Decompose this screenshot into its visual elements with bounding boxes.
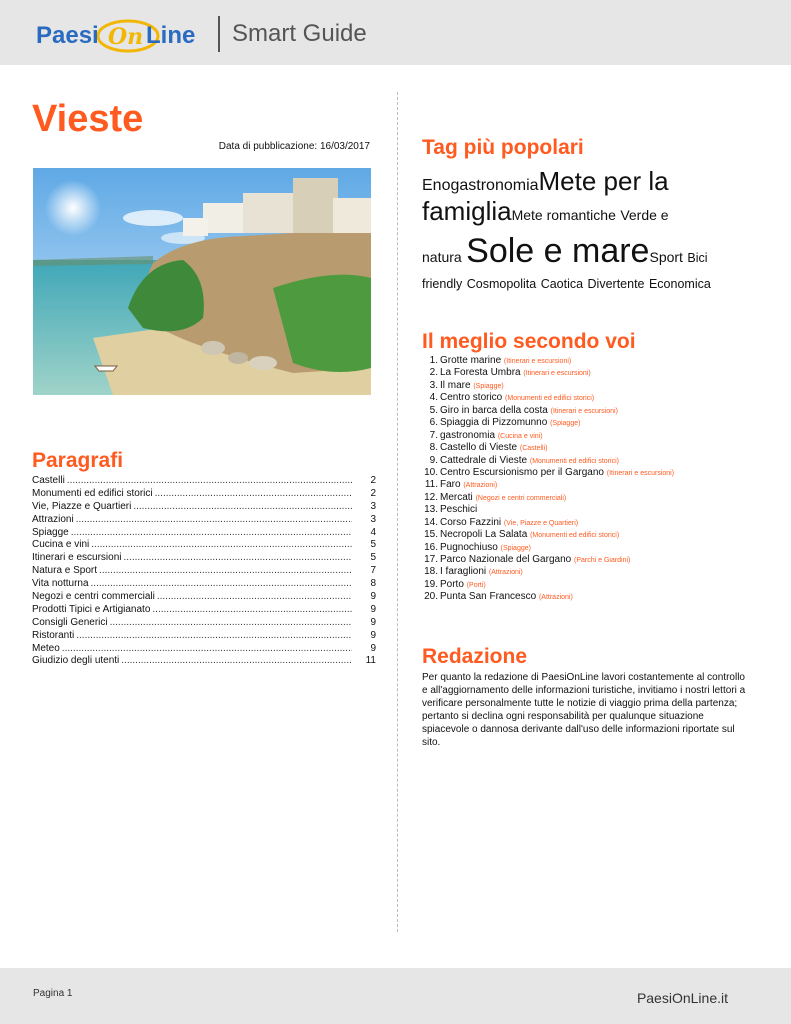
best-item-number: 19. <box>424 578 438 590</box>
best-list-item[interactable] <box>424 392 764 404</box>
toc-page-number: 11 <box>365 655 376 667</box>
best-item-category: (Monumenti ed edifici storici) <box>530 532 620 540</box>
best-item-category: (Negozi e centri commerciali) <box>475 494 567 502</box>
tag-natura[interactable]: natura <box>422 249 462 265</box>
toc-label: Giudizio degli utenti <box>32 655 120 667</box>
best-list-item[interactable] <box>424 579 764 591</box>
best-item-category: (Porti) <box>466 581 486 589</box>
best-list-item[interactable] <box>424 367 764 379</box>
page-header <box>0 0 791 65</box>
toc-page-number: 2 <box>370 487 376 499</box>
tag-famiglia[interactable]: famiglia <box>422 196 512 226</box>
toc-leader-dots <box>76 630 352 643</box>
toc-leader-dots <box>152 604 352 617</box>
toc-leader-dots <box>123 552 352 565</box>
tag-cosmopolita[interactable]: Cosmopolita <box>466 277 537 291</box>
toc-row[interactable] <box>32 643 376 656</box>
best-item-number: 15. <box>424 529 438 541</box>
toc-row[interactable] <box>32 591 376 604</box>
redazione-line: spiacevole o dannosa derivante dall'uso delle informazioni riportate sul <box>422 724 735 735</box>
svg-text:Line: Line <box>146 22 196 49</box>
best-item-name: Mercati <box>440 491 473 503</box>
best-item-category: (Monumenti ed edifici storici) <box>505 395 595 403</box>
column-divider <box>397 92 398 932</box>
toc-label: Itinerari e escursioni <box>32 552 122 564</box>
toc-label: Vie, Piazze e Quartieri <box>32 500 132 512</box>
toc-leader-dots <box>91 578 352 591</box>
best-list-item[interactable] <box>424 517 764 529</box>
toc-page-number: 5 <box>370 552 376 564</box>
toc-row[interactable] <box>32 630 376 643</box>
toc-page-number: 8 <box>370 578 376 590</box>
best-item-number: 5. <box>429 404 438 416</box>
best-item-category: (Attrazioni) <box>488 569 523 577</box>
best-item-number: 10. <box>424 466 438 478</box>
vieste-photo <box>33 168 371 395</box>
best-item-name: Centro storico <box>440 392 503 404</box>
best-item-number: 2. <box>429 367 438 379</box>
best-list-item[interactable] <box>424 492 764 504</box>
best-item-category: (Castelli) <box>519 445 548 453</box>
best-item-number: 7. <box>429 429 438 441</box>
toc-leader-dots <box>99 565 352 578</box>
toc-leader-dots <box>76 514 352 527</box>
best-item-category: (Monumenti ed edifici storici) <box>529 457 619 465</box>
tag-enogastronomia[interactable]: Enogastronomia <box>422 177 539 194</box>
best-item-number: 13. <box>424 504 438 516</box>
toc-row[interactable] <box>32 565 376 578</box>
toc-label: Castelli <box>32 475 65 486</box>
best-item-category: (Spiagge) <box>550 420 581 428</box>
toc-leader-dots <box>157 591 352 604</box>
toc-row[interactable] <box>32 514 376 527</box>
toc-leader-dots <box>133 501 352 514</box>
redazione-heading: Redazione <box>422 645 528 668</box>
best-list-item[interactable] <box>424 554 764 566</box>
best-item-category: (Parchi e Giardini) <box>573 557 631 564</box>
best-item-number: 14. <box>424 516 438 528</box>
toc-label: Vita notturna <box>32 578 89 590</box>
best-item-number: 8. <box>429 442 438 454</box>
toc-label: Natura e Sport <box>32 565 98 577</box>
svg-text:On: On <box>108 24 144 50</box>
best-item-name: gastronomia <box>440 429 496 441</box>
toc-leader-dots <box>62 643 352 656</box>
best-list-item[interactable] <box>424 405 764 417</box>
best-item-number: 12. <box>424 491 438 503</box>
paesionline-logo <box>36 14 206 54</box>
best-item-name: I faraglioni <box>440 566 487 578</box>
best-item-name: Cattedrale di Vieste <box>440 454 528 466</box>
toc-leader-dots <box>71 527 352 540</box>
header-title: Smart Guide <box>232 20 367 47</box>
toc-leader-dots <box>121 655 352 668</box>
best-list-item[interactable] <box>424 529 764 541</box>
best-list-item[interactable] <box>424 542 764 554</box>
toc-row[interactable] <box>32 539 376 552</box>
best-item-name: Parco Nazionale del Gargano <box>440 554 572 565</box>
best-item-category: (Itinerari e escursioni) <box>503 358 572 365</box>
toc-row[interactable] <box>32 578 376 591</box>
best-item-name: La Foresta Umbra <box>440 367 521 379</box>
tag-cloud <box>422 162 752 292</box>
toc-page-number: 9 <box>370 603 376 615</box>
tag-bici[interactable]: Bici <box>687 251 708 265</box>
best-item-name: Giro in barca della costa <box>440 404 548 416</box>
best-item-number: 3. <box>429 379 438 391</box>
best-item-number: 4. <box>429 392 438 404</box>
toc-row[interactable] <box>32 552 376 565</box>
best-list-item[interactable] <box>424 479 764 491</box>
best-item-category: (Spiagge) <box>473 382 504 390</box>
best-item-number: 11. <box>424 479 438 491</box>
best-item-number: 16. <box>424 541 438 553</box>
tag-caotica[interactable]: Caotica <box>540 277 584 291</box>
toc-leader-dots <box>91 539 352 552</box>
toc-label: Prodotti Tipici e Artigianato <box>32 603 151 615</box>
toc-label: Cucina e vini <box>32 539 90 551</box>
best-item-category: (Attrazioni) <box>463 482 498 490</box>
toc-page-number: 9 <box>370 642 376 654</box>
best-list-item[interactable] <box>424 380 764 392</box>
redazione-text <box>422 671 762 749</box>
best-item-name: Castello di Vieste <box>440 442 518 454</box>
toc-heading: Paragrafi <box>32 449 124 472</box>
toc-row[interactable] <box>32 501 376 514</box>
toc-label: Spiagge <box>32 526 69 538</box>
best-item-category: (Itinerari e escursioni) <box>523 370 591 378</box>
toc-leader-dots <box>67 475 352 488</box>
best-item-number: 20. <box>424 591 438 603</box>
page-footer <box>0 968 791 1024</box>
toc-label: Ristoranti <box>32 629 75 641</box>
best-item-name: Necropoli La Salata <box>440 529 528 541</box>
publication-date: Data di pubblicazione: 16/03/2017 <box>218 141 370 152</box>
best-list-item[interactable] <box>424 442 764 454</box>
toc-label: Meteo <box>32 642 60 654</box>
toc-page-number: 2 <box>370 475 376 486</box>
best-item-number: 6. <box>429 417 438 429</box>
tag-sole-e-mare[interactable]: Sole e mare <box>466 232 650 270</box>
page-title: Vieste <box>32 98 144 140</box>
best-item-category: (Itinerari e escursioni) <box>606 469 675 477</box>
best-item-number: 9. <box>429 454 438 466</box>
page-number: Pagina 1 <box>33 988 73 999</box>
best-item-name: Peschici <box>440 504 478 516</box>
best-item-category: (Attrazioni) <box>538 594 573 602</box>
tag-friendly[interactable]: friendly <box>422 277 463 291</box>
site-name: PaesiOnLine.it <box>636 990 728 1006</box>
best-item-name: Il mare <box>440 379 471 391</box>
toc-row[interactable] <box>32 527 376 540</box>
best-list-item[interactable] <box>424 430 764 442</box>
best-item-name: Faro <box>440 479 461 491</box>
best-list-item[interactable] <box>424 455 764 467</box>
best-list-item[interactable] <box>424 504 764 516</box>
best-item-name: Corso Fazzini <box>440 516 502 528</box>
toc-row[interactable] <box>32 475 376 488</box>
best-item-name: Pugnochiuso <box>440 541 498 553</box>
best-item-category: (Cucina e vini) <box>497 432 543 440</box>
best-item-category: (Itinerari e escursioni) <box>550 407 618 415</box>
toc-row[interactable] <box>32 488 376 501</box>
toc-page-number: 9 <box>370 616 376 628</box>
redazione-line: pertanto si declina ogni responsabilità per qualunque situazione <box>422 711 704 722</box>
toc-leader-dots <box>110 617 352 630</box>
best-item-name: Centro Escursionismo per il Gargano <box>440 466 604 478</box>
toc-row[interactable] <box>32 617 376 630</box>
tag-mete-romantiche[interactable]: Mete romantiche <box>511 207 616 223</box>
toc-label: Consigli Generici <box>32 616 108 628</box>
best-item-name: Spiaggia di Pizzomunno <box>440 417 548 429</box>
best-item-name: Punta San Francesco <box>440 591 537 603</box>
tag-divertente[interactable]: Divertente <box>587 277 645 291</box>
toc-label: Negozi e centri commerciali <box>32 591 155 603</box>
best-item-number: 17. <box>424 554 438 565</box>
toc-page-number: 9 <box>370 629 376 641</box>
toc-page-number: 9 <box>370 591 376 603</box>
tags-heading: Tag più popolari <box>422 136 584 159</box>
best-item-category: (Vie, Piazze e Quartieri) <box>503 519 579 527</box>
best-item-number: 1. <box>429 355 438 366</box>
best-item-name: Grotte marine <box>440 355 502 366</box>
tag-economica[interactable]: Economica <box>648 277 711 291</box>
best-item-name: Porto <box>440 578 464 590</box>
toc-row[interactable] <box>32 604 376 617</box>
redazione-line: e all'aggiornamento delle informazioni turistiche, invitiamo i nostri lettori a <box>422 685 746 696</box>
toc-label: Monumenti ed edifici storici <box>32 487 153 499</box>
tag-mete-per-la[interactable]: Mete per la <box>538 166 669 196</box>
redazione-line: verificare personalmente tutte le notizie di viaggio prima della partenza; <box>422 698 738 709</box>
best-item-number: 18. <box>424 566 438 578</box>
toc-label: Attrazioni <box>32 513 74 525</box>
tag-verde-e[interactable]: Verde e <box>620 207 669 223</box>
header-divider <box>218 16 220 52</box>
table-of-contents <box>32 475 376 668</box>
tag-sport[interactable]: Sport <box>649 249 683 265</box>
toc-row[interactable] <box>32 655 376 668</box>
best-list-item[interactable] <box>424 591 764 603</box>
toc-page-number: 3 <box>370 500 376 512</box>
best-list-item[interactable] <box>424 566 764 578</box>
best-list-item[interactable] <box>424 467 764 479</box>
best-heading: Il meglio secondo voi <box>422 330 636 353</box>
best-list-item[interactable] <box>424 417 764 429</box>
best-list-item[interactable] <box>424 355 764 367</box>
best-item-category: (Spiagge) <box>500 544 531 552</box>
redazione-line: Per quanto la redazione di PaesiOnLine lavori costantemente al controllo <box>422 672 745 683</box>
redazione-line: sito. <box>422 737 441 748</box>
toc-page-number: 3 <box>370 513 376 525</box>
toc-page-number: 7 <box>370 565 376 577</box>
toc-leader-dots <box>155 488 352 501</box>
toc-page-number: 5 <box>370 539 376 551</box>
svg-text:Paesi: Paesi <box>36 22 99 49</box>
best-list <box>424 355 764 604</box>
toc-page-number: 4 <box>370 526 376 538</box>
